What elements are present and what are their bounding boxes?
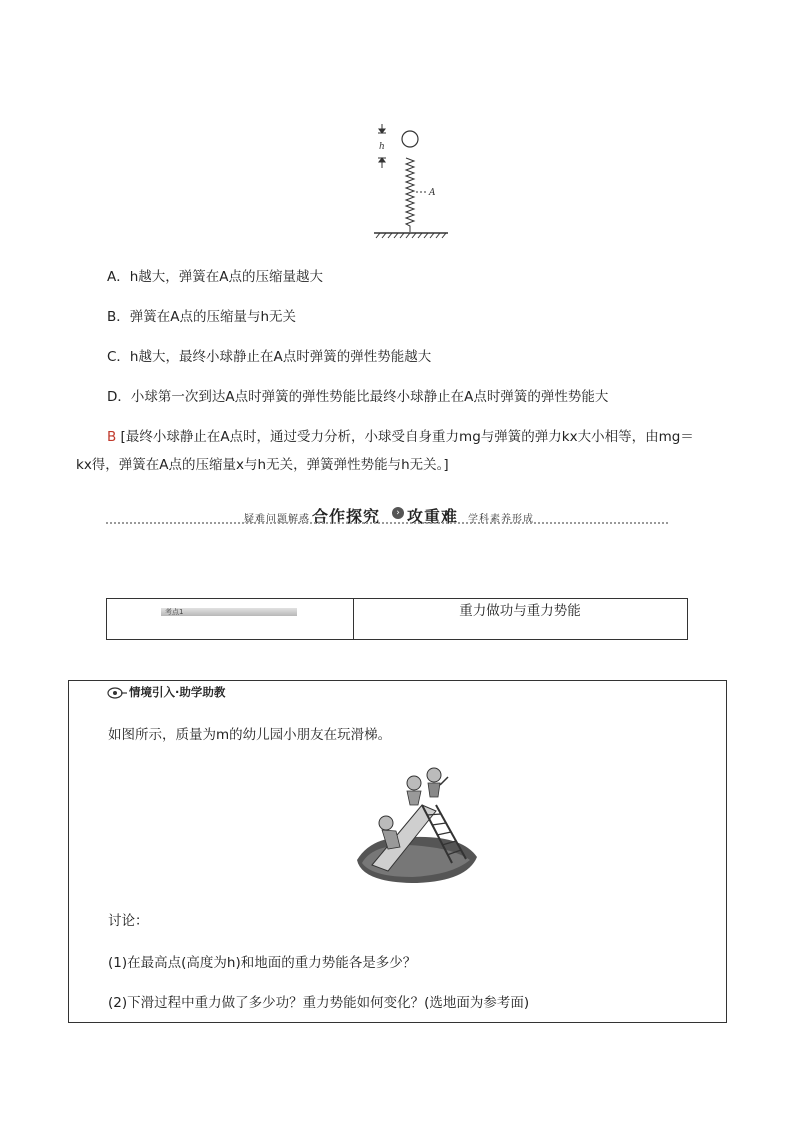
option-c: C．h越大，最终小球静止在A点时弹簧的弹性势能越大 xyxy=(107,349,432,365)
child-sliding-head xyxy=(379,816,393,830)
child-top-head xyxy=(407,776,421,790)
height-label: h xyxy=(379,142,385,152)
knowledge-point-table xyxy=(106,598,688,640)
question-1: (1)在最高点(高度为h)和地面的重力势能各是多少？ xyxy=(108,955,417,971)
scenario-intro: 如图所示，质量为m的幼儿园小朋友在玩滑梯。 xyxy=(108,727,392,743)
option-b: B．弹簧在A点的压缩量与h无关 xyxy=(107,309,297,325)
answer-explanation-1: [最终小球静止在A点时，通过受力分析，小球受自身重力mg与弹簧的弹力kx大小相等，由mg＝ xyxy=(116,429,694,445)
answer-explanation-2: kx得，弹簧在A点的压缩量x与h无关，弹簧弹性势能与h无关。] xyxy=(76,457,449,473)
banner-left-text: 疑难问题解惑 xyxy=(244,514,310,525)
discussion-label: 讨论： xyxy=(108,913,149,929)
scenario-tag: 情境引入·助学助教 xyxy=(129,685,226,699)
knowledge-point-tag: 考点1 xyxy=(165,608,184,616)
banner-divider xyxy=(106,522,668,524)
ball xyxy=(402,131,418,147)
banner-main-left: 合作探究 xyxy=(312,507,381,526)
scenario-icon xyxy=(107,685,127,699)
knowledge-point-title: 重力做功与重力势能 xyxy=(459,603,581,619)
answer-letter: B xyxy=(107,429,117,445)
scenario-box xyxy=(68,680,727,1023)
chevron-right-icon: › xyxy=(392,507,404,519)
ground xyxy=(374,233,448,238)
answer-line-1 xyxy=(107,427,694,447)
slide-illustration xyxy=(352,765,482,885)
spring-ball-figure xyxy=(368,122,458,242)
option-a: A．h越大，弹簧在A点的压缩量越大 xyxy=(107,269,324,285)
point-a-label: A xyxy=(429,188,436,198)
option-d: D．小球第一次到达A点时弹簧的弹性势能比最终小球静止在A点时弹簧的弹性势能大 xyxy=(107,389,609,405)
child-waving-head xyxy=(427,768,441,782)
spring xyxy=(406,158,414,232)
banner-right-text: 学科素养形成 xyxy=(468,514,534,525)
section-banner xyxy=(240,504,570,524)
banner-main-right: 攻重难 xyxy=(407,507,459,526)
question-2: (2)下滑过程中重力做了多少功？重力势能如何变化？(选地面为参考面) xyxy=(108,995,530,1011)
